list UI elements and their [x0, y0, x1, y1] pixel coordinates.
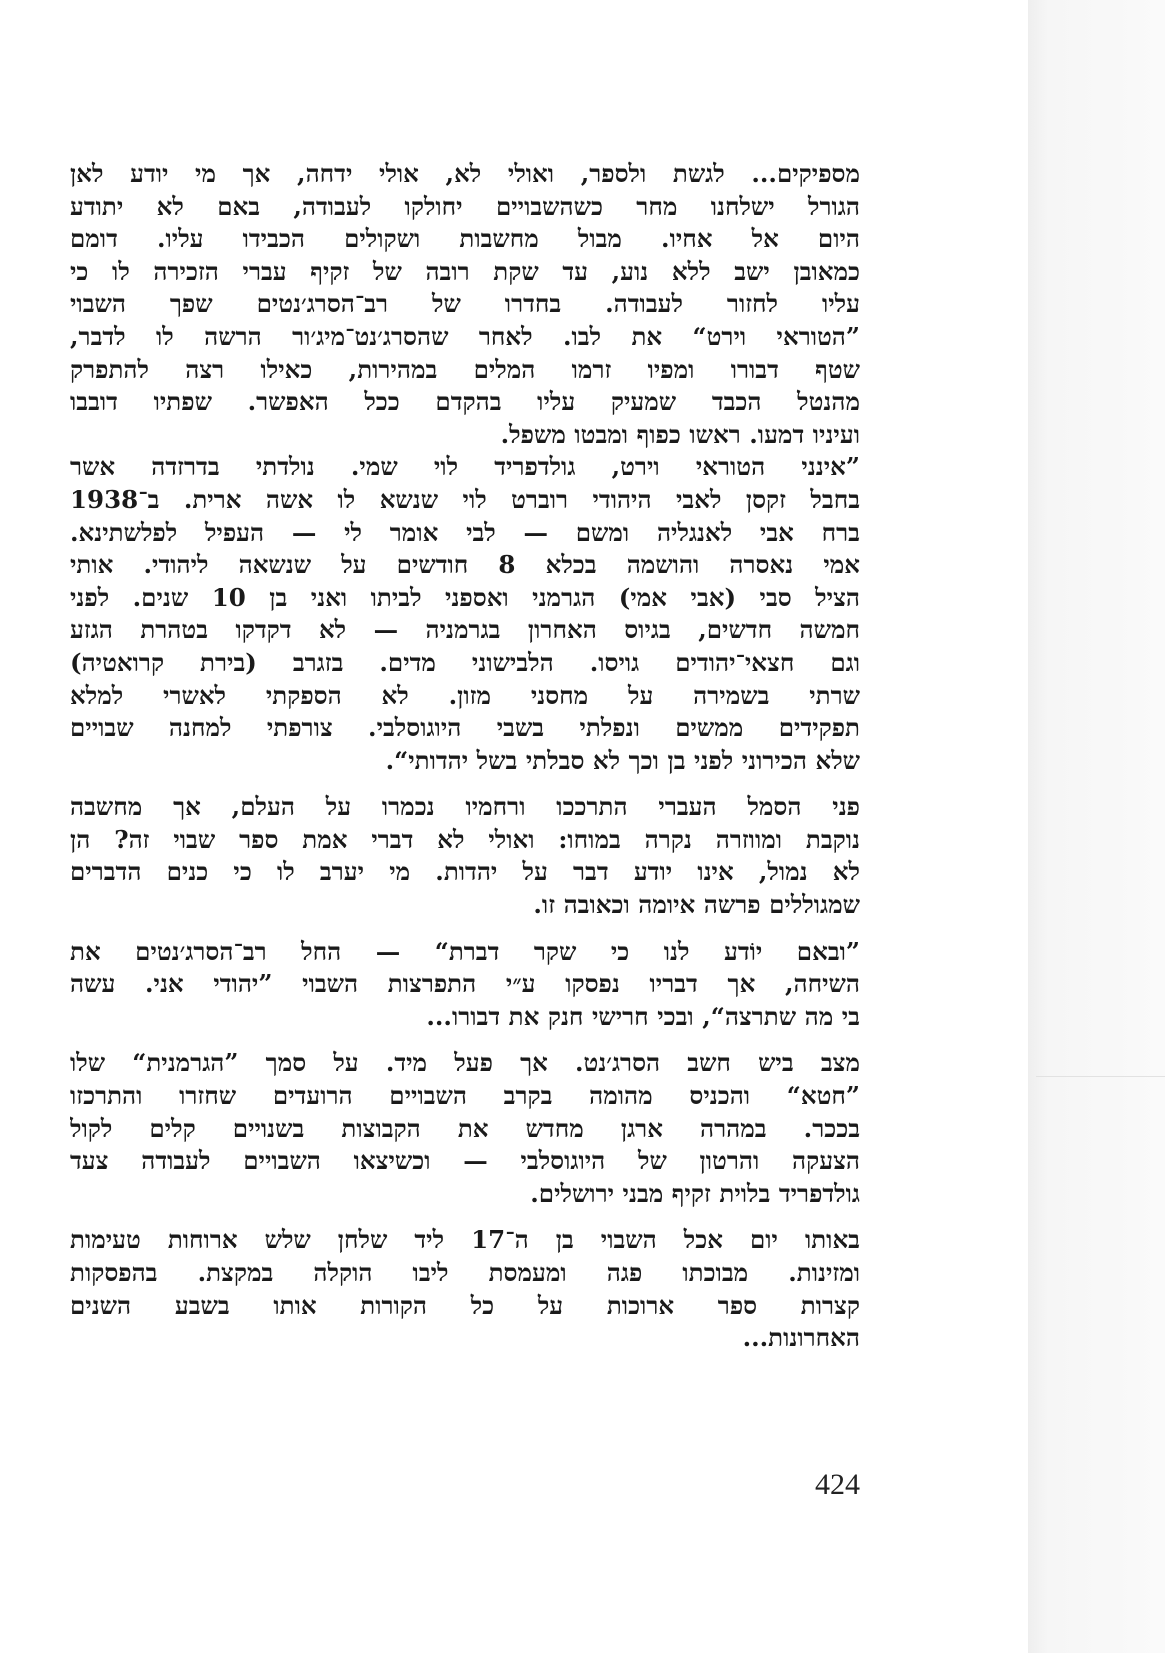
paragraph-gap: [70, 1210, 860, 1224]
paragraph-4: [70, 936, 860, 1034]
text-line: השיחה, אך דבריו נפסקו ע״י התפרצות השבוי ”יהודי אני. עשה: [70, 969, 860, 999]
text-line: תפקידים ממשים ונפלתי בשבי היוגוסלבי. צורפתי למחנה שבויים: [70, 713, 860, 743]
text-line: הציל סבי (אבי אמי) הגרמני ואספני לביתו ואני בן 10 שנים. לפני: [70, 582, 860, 612]
text-line: באותו יום אכל השבוי בן ה־17 ליד שלחן שלש ארוחות טעימות: [70, 1225, 860, 1255]
text-line: עליו לחזור לעבודה. בחדרו של רב־הסרג׳נטים שפך השבוי: [70, 289, 860, 319]
text-line: שלא הכירוני לפני בן וכך לא סבלתי בשל יהדותי“.: [385, 745, 860, 775]
text-line: הצעקה והרטון של היוגוסלבי — וכשיצאו השבויים לעבודה צעד: [70, 1146, 860, 1176]
text-line: ועיניו דמעו. ראשו כפוף ומבטו משפל.: [500, 419, 860, 449]
page-margin-shadow: [1028, 0, 1165, 1653]
text-line: היום אל אחיו. מבול מחשבות ושקולים הכבידו עליו. דומם: [70, 224, 860, 254]
paragraph-6: [70, 1224, 860, 1354]
text-line: אמי נאסרה והושמה בכלא 8 חודשים על שנשאה ליהודי. אותי: [70, 550, 860, 580]
paragraph-5: [70, 1047, 860, 1210]
paragraph-gap: [70, 1033, 860, 1047]
text-line: נוקבת ומווזרה נקרה במוחו: ואולי לא דברי אמת ספר שבוי זה? הן: [70, 824, 860, 854]
paragraph-gap: [70, 777, 860, 791]
body-text: [70, 158, 860, 1355]
paragraph-2: [70, 451, 860, 777]
margin-line: [1036, 1076, 1165, 1077]
text-line: ”הטוראי וירט“ את לבו. לאחר שהסרג׳נט־מיג׳ור הרשה לו לדבר,: [70, 321, 860, 351]
text-line: חמשה חדשים, בגיוס האחרון בגרמניה — לא דקדקו בטהרת הגזע: [70, 615, 860, 645]
text-line: מהנטל הכבד שמעיק עליו בהקדם ככל האפשר. שפתיו דובבו: [70, 387, 860, 417]
paragraph-gap: [70, 922, 860, 936]
text-line: מספיקים... לגשת ולספר, ואולי לא, אולי ידחה, אך מי יודע לאן: [70, 159, 860, 188]
text-line: ”ובאם יוֹדע לנו כי שקר דברת“ — החל רב־הסרג׳נטים את: [70, 936, 860, 966]
text-line: וגם חצאי־יהודים גויסו. הלבישוני מדים. בזגרב (בירת קרואטיה): [70, 647, 860, 677]
text-line: ”חטא“ והכניס מהומה בקרב השבויים הרועדים שחזרו והתרכזו: [70, 1081, 860, 1111]
text-line: שמגוללים פרשה איומה וכאובה זו.: [533, 890, 860, 920]
text-line: שטף דבורו ומפיו זרמו המלים במהירות, כאילו רצה להתפרק: [70, 354, 860, 384]
text-line: ”אינני הטוראי וירט, גולדפריד לוי שמי. נולדתי בדרזדה אשר: [70, 452, 860, 482]
paragraph-1: [70, 158, 860, 451]
page-number: 424: [815, 1468, 860, 1501]
text-line: האחרונות...: [742, 1323, 860, 1353]
text-line: מצב ביש חשב הסרג׳נט. אך פעל מיד. על סמך ”הגרמנית“ שלו: [70, 1048, 860, 1078]
text-line: קצרות ספר ארוכות על כל הקורות אותו בשבע השנים: [70, 1290, 860, 1320]
text-line: פני הסמל העברי התרככו ורחמיו נכמרו על העלם, אך מחשבה: [70, 792, 860, 822]
text-line: גולדפריד בלוית זקיף מבני ירושלים.: [530, 1178, 860, 1208]
text-line: בככר. במהרה ארגן מחדש את הקבוצות בשנויים קלים לקול: [70, 1113, 860, 1143]
text-line: כמאובן ישב ללא נוע, עד שקת רובה של זקיף עברי הזכירה לו כי: [70, 256, 860, 286]
text-line: ברח אבי לאנגליה ומשם — לבי אומר לי — העפיל לפלשתינא.: [70, 517, 860, 547]
text-line: לא נמול, אינו יודע דבר על יהדות. מי יערב לו כי כנים הדברים: [70, 857, 860, 887]
text-line: ומזינות. מבוכתו פגה ומעמסת ליבו הוקלה במקצת. בהפסקות: [70, 1258, 860, 1287]
text-line: בי מה שתרצה“, ובכי חרישי חנק את דבורו...: [426, 1001, 860, 1031]
text-line: שרתי בשמירה על מחסני מזון. לא הספקתי לאשרי למלא: [70, 680, 860, 710]
text-line: בחבל זקסן לאבי היהודי רוברט לוי שנשא לו אשה ארית. ב־1938: [70, 484, 860, 514]
text-line: הגורל ישלחנו מחר כשהשבויים יחולקו לעבודה, באם לא יתודע: [70, 191, 860, 221]
paragraph-3: [70, 791, 860, 921]
